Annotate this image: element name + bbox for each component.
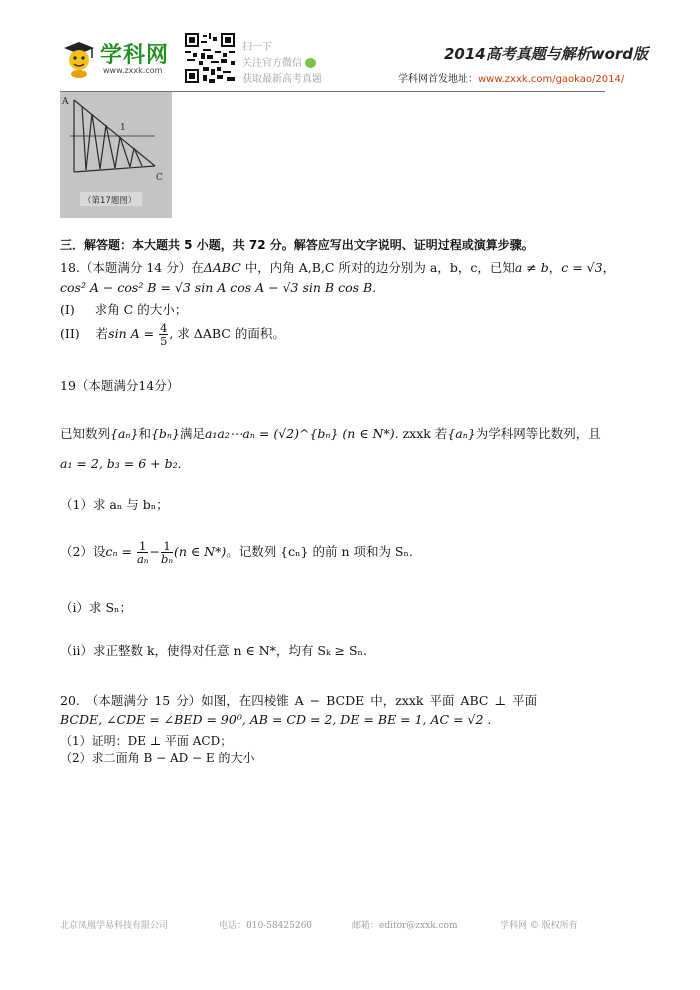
- footer-company: 北京凤凰学易科技有限公司: [60, 921, 169, 931]
- q19-part1: （1）求 aₙ 与 bₙ；: [60, 497, 169, 512]
- q20-line2: BCDE, ∠CDE = ∠BED = 90⁰, AB = CD = 2, DE = BE = 1, AC = √2 .: [60, 712, 492, 727]
- q19-part-i: （i）求 Sₙ；: [60, 600, 132, 615]
- footer-email[interactable]: 邮箱：editor@zxxk.com: [352, 921, 458, 931]
- wechat-icon: [305, 58, 316, 68]
- header-subtitle: 学科网首发地址：www.zxxk.com/gaokao/2014/: [398, 74, 625, 85]
- q19-part2: （2）设cₙ = $\frac{1}{\text{aₙ}}$ − $\frac{1}{\text{bₙ}}$ (n ∈ N*)。记数列 {cₙ} 的前 n 项和为 Sₙ.: [60, 539, 413, 566]
- q19-line2: a₁ = 2, b₃ = 6 + b₂.: [60, 456, 182, 471]
- figure-label-a: A: [62, 97, 69, 107]
- problem-17-figure: [60, 92, 172, 218]
- q19-line1: 已知数列{aₙ}和{bₙ}满足a₁a₂⋯aₙ = (√2)^{bₙ} (n ∈ N*). zxxk 若{aₙ}为学科网等比数列，且: [60, 426, 601, 441]
- q20-part2: （2）求二面角 B − AD − E 的大小: [60, 751, 255, 765]
- logo-text[interactable]: 学科网: [100, 43, 170, 68]
- footer-copyright: 学科网 © 版权所有: [500, 921, 578, 931]
- header-title: 2014高考真题与解析word版: [444, 45, 649, 63]
- figure-label-c: C: [156, 173, 163, 183]
- q19-part-ii: （ii）求正整数 k，使得对任意 n ∈ N*，均有 Sₖ ≥ Sₙ.: [60, 643, 367, 658]
- logo-mascot-icon: [62, 38, 96, 78]
- q18-part2: (II) 若sin A = $\frac{4}{5}$ , 求 ΔABC 的面积。: [60, 321, 285, 348]
- q19-title: 19（本题满分14分）: [60, 378, 180, 393]
- qr-line-3: 获取最新高考真题: [242, 74, 322, 85]
- q18-line1: 18.（本题满分 14 分）在ΔABC 中，内角 A,B,C 所对的边分别为 a，b，c，已知a ≠ b，c = √3，: [60, 260, 616, 275]
- logo-url[interactable]: www.zxxk.com: [103, 66, 163, 75]
- header-url-link[interactable]: www.zxxk.com/gaokao/2014/: [478, 74, 625, 85]
- section-heading: 三．解答题：本大题共 5 小题，共 72 分。解答应写出文字说明、证明过程或演算步骤。: [60, 238, 534, 252]
- qr-code-icon: [185, 33, 235, 83]
- figure-label-1: 1: [120, 123, 126, 133]
- footer-phone: 电话：010-58425260: [219, 921, 313, 931]
- figure-caption: （第17题图）: [83, 196, 137, 206]
- q18-part1: (I) 求角 C 的大小；: [60, 302, 188, 317]
- q18-equation: cos² A − cos² B = √3 sin A cos A − √3 sin B cos B.: [60, 280, 377, 295]
- q20-part1: （1）证明：DE ⊥ 平面 ACD；: [60, 734, 233, 748]
- qr-line-2: 关注官方微信: [242, 54, 316, 69]
- qr-line-1: 扫一下: [242, 42, 272, 53]
- q20-line1: 20. （本题满分 15 分）如图，在四棱锥 A − BCDE 中，zxxk 平面 ABC ⊥ 平面: [60, 693, 538, 708]
